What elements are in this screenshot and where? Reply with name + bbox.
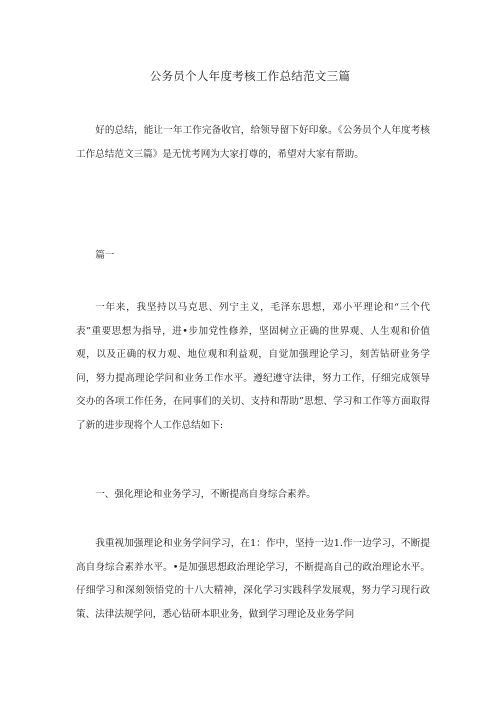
- intro-paragraph: 好的总结，能让一年工作完备收官，给领导留下好印象。《公务员个人年度考核工作总结范文三篇》是无忧考网为大家打尊的，希望对大家有帮助。: [76, 125, 430, 160]
- document-title: 公务员个人年度考核工作总结范文三篇: [149, 69, 351, 83]
- section-heading-1: 一、强化理论和业务学习，不断提高自身综合素养。: [95, 489, 316, 500]
- body-paragraph-2: 我重视加强理论和业务学问学习，在1：作中，坚持一边1.作一边学习，不断提高自身综合素养水平。•是加强思想政治理论学习，不断提高自己的政治理论水平。仔细学习和深刻领悟党的十八大精神，深化学习实践科学发展观，努力学习现行政策、法律法规学问，悉心钻研本职业务，做到学习理论及业务学问: [76, 538, 430, 620]
- body-paragraph-1: 一年来，我坚持以马克思、列宁主义，毛泽东思想，邓小平理论和“三个代表”重要思想为指导，进•步加党性修养，坚固树立正确的世界观、人生观和价值观，以及正确的权力观、地位观和利益观，自觉加强理论学习，刻苦钻研业务学问，努力提高理论学问和业务工作水平。遵纪遵守法律，努力工作，仔细完成领导交办的各项工作任务，在同事们的关切、支持和帮助”思想、学习和工作等方面取得了新的进步现将个人工作总结如下:: [76, 302, 430, 431]
- section-label: 篇一: [95, 250, 115, 261]
